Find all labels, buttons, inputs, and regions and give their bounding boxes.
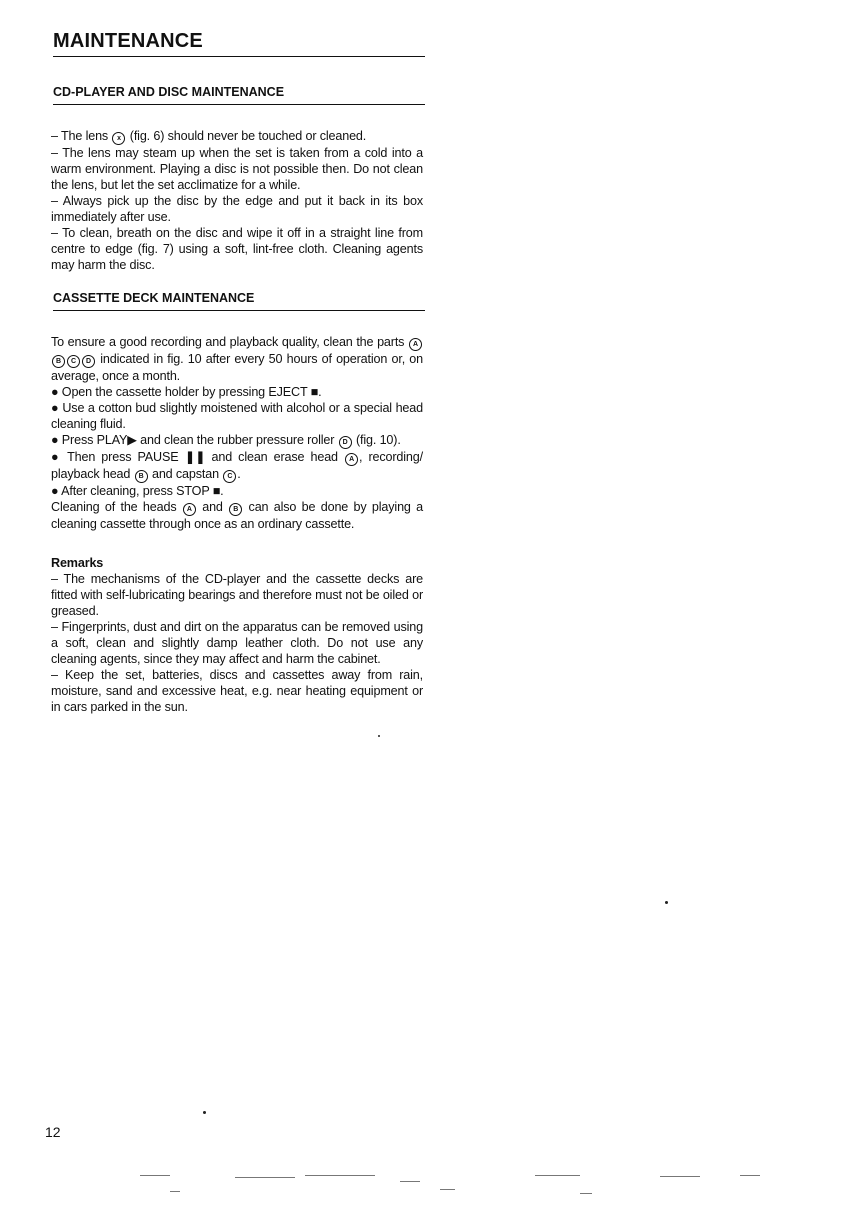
cd-paragraph-steam: – The lens may steam up when the set is taken from a cold into a warm environment. Playing a disc is not possible then. Do not clean the lens, but let the set acclimatize for a while. xyxy=(51,146,423,192)
cd-section-body xyxy=(51,128,423,273)
remark-fingerprints: – Fingerprints, dust and dirt on the apparatus can be removed using a soft, clean and slightly damp leather cloth. Do not use any cleaning agents, since they may affect and harm the cabinet. xyxy=(51,620,423,666)
page-title: MAINTENANCE xyxy=(53,30,203,52)
cd-heading-rule xyxy=(53,104,425,105)
circled-b-symbol: B xyxy=(229,503,242,516)
cassette-intro: To ensure a good recording and playback quality, clean the parts AB C D indicated in fig. 10 after every 50 hours of operation or, on average, once a month. xyxy=(51,335,423,383)
cassette-bullet-play: ● Press PLAY▶ and clean the rubber pressure roller D (fig. 10). xyxy=(51,433,401,447)
page-number: 12 xyxy=(45,1124,61,1140)
circled-a-symbol: A xyxy=(345,453,358,466)
cd-section-heading: CD-PLAYER AND DISC MAINTENANCE xyxy=(53,85,285,99)
cassette-bullet-eject: ● Open the cassette holder by pressing EJECT ■. xyxy=(51,385,322,399)
scan-noise xyxy=(140,1175,760,1205)
cassette-section-heading: CASSETTE DECK MAINTENANCE xyxy=(53,291,255,305)
circled-c-symbol: C xyxy=(67,355,80,368)
cd-paragraph-lens: – The lens x (fig. 6) should never be touched or cleaned. xyxy=(51,129,367,143)
remarks-section xyxy=(51,555,423,715)
circled-x-symbol: x xyxy=(112,132,125,145)
circled-d-symbol: D xyxy=(339,436,352,449)
cassette-bullet-cotton: ● Use a cotton bud slightly moistened with alcohol or a special head cleaning fluid. xyxy=(51,401,423,431)
scan-speck xyxy=(378,735,380,737)
circled-a-symbol: A xyxy=(409,338,422,351)
circled-a-symbol: A xyxy=(183,503,196,516)
cassette-bullet-pause: ● Then press PAUSE ❚❚ and clean erase head A , recording/ playback head B and capstan C . xyxy=(51,450,423,481)
cassette-bullet-stop: ● After cleaning, press STOP ■. xyxy=(51,484,224,498)
circled-b-symbol: B xyxy=(135,470,148,483)
remarks-heading: Remarks xyxy=(51,556,104,570)
remark-environment: – Keep the set, batteries, discs and cassettes away from rain, moisture, sand and excessive heat, e.g. near heating equipment or in cars parked in the sun. xyxy=(51,668,423,714)
cassette-heading-rule xyxy=(53,310,425,311)
title-rule xyxy=(53,56,425,57)
scan-speck xyxy=(665,901,668,904)
cassette-closing: Cleaning of the heads A and B can also be done by playing a cleaning cassette through once as an ordinary cassette. xyxy=(51,500,424,531)
cassette-section-body xyxy=(51,334,423,532)
cd-paragraph-clean: – To clean, breath on the disc and wipe it off in a straight line from centre to edge (fig. 7) using a soft, lint-free cloth. Cleaning agents may harm the disc. xyxy=(51,226,423,272)
remark-lubrication: – The mechanisms of the CD-player and the cassette decks are fitted with self-lubricating bearings and therefore must not be oiled or greased. xyxy=(51,572,423,618)
circled-d-symbol: D xyxy=(82,355,95,368)
cd-paragraph-pickup: – Always pick up the disc by the edge and put it back in its box immediately after use. xyxy=(51,194,423,224)
circled-c-symbol: C xyxy=(223,470,236,483)
scan-speck xyxy=(203,1111,206,1114)
circled-b-symbol: B xyxy=(52,355,65,368)
